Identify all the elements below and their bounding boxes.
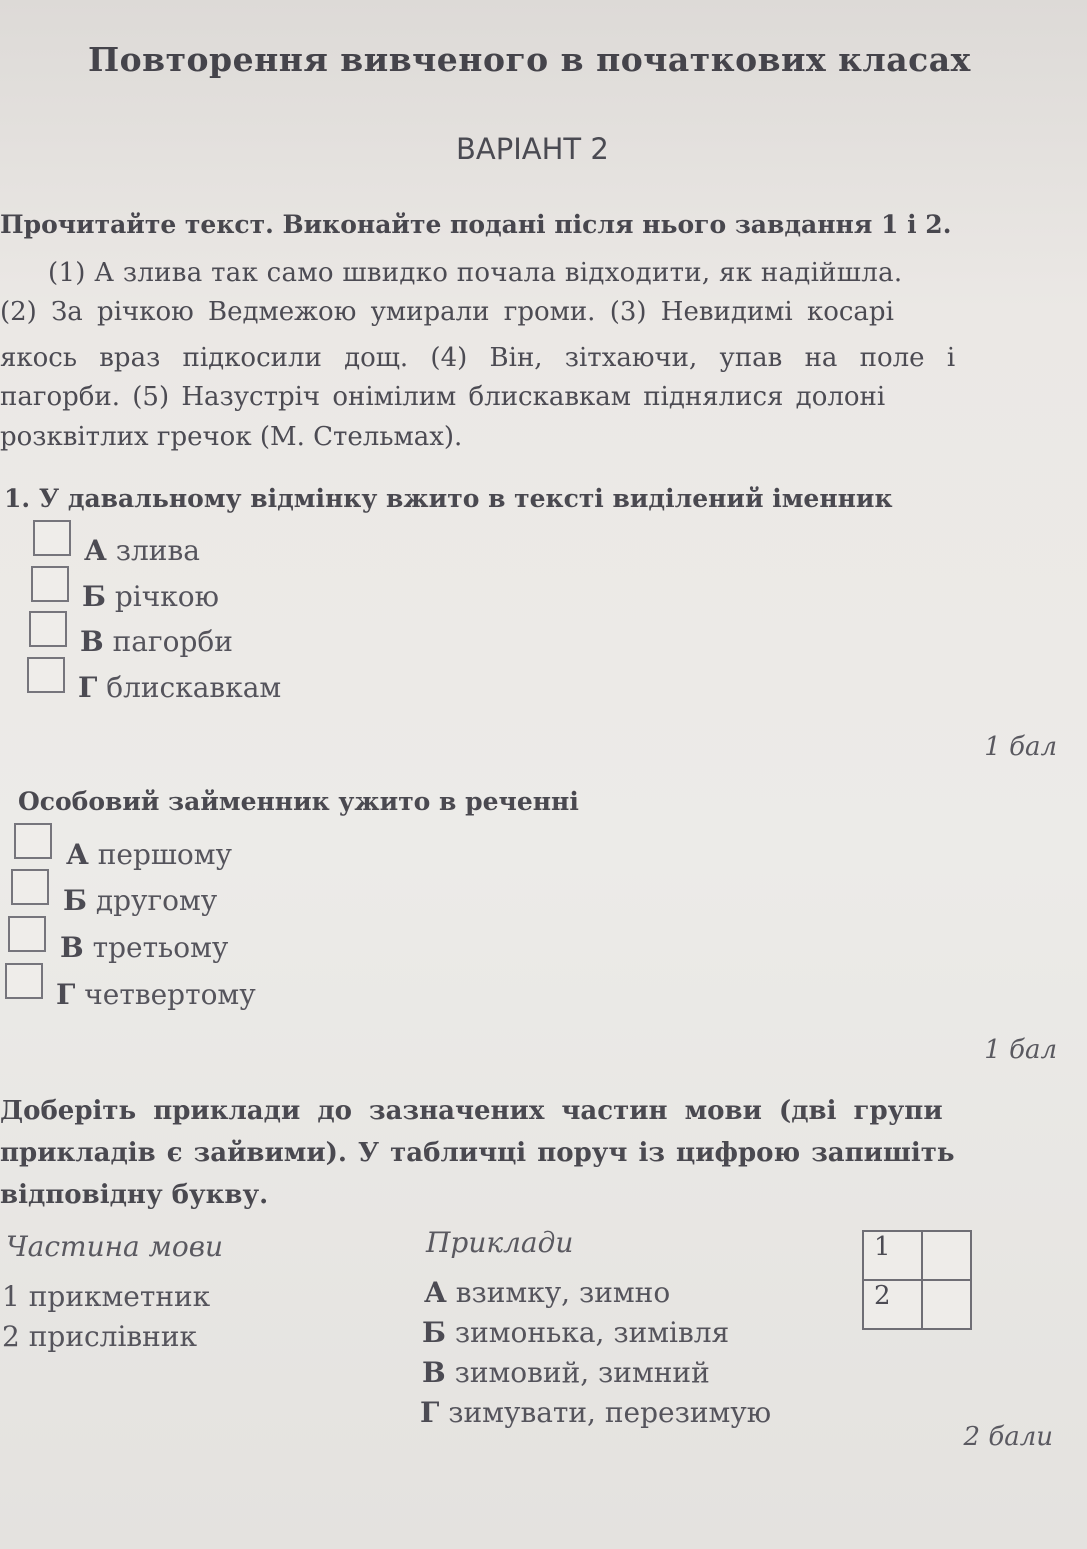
task2-option-c: В третьому <box>60 931 229 964</box>
task1-option-b-checkbox[interactable] <box>31 566 69 602</box>
task2-option-a-checkbox[interactable] <box>14 823 52 859</box>
task2-option-d: Г четвертому <box>56 978 256 1011</box>
part-item-2: 2 прислівник <box>2 1320 197 1353</box>
answer-grid <box>862 1230 972 1330</box>
task3-score: 2 бали <box>963 1422 1053 1452</box>
column-heading-examples: Приклади <box>426 1226 574 1259</box>
task3-question-line-1: Доберіть приклади до зазначених частин мови (дві групи <box>0 1096 943 1126</box>
task1-option-b: Б річкою <box>82 580 219 613</box>
example-item-d: Г зимувати, перезимую <box>420 1396 772 1429</box>
task1-option-c-checkbox[interactable] <box>29 611 67 647</box>
passage-line-2: (2) За річкою Ведмежою умирали громи. (3) Невидимі косарі <box>0 297 894 327</box>
answer-cell-1[interactable] <box>922 1231 971 1280</box>
task2-option-c-checkbox[interactable] <box>8 916 46 952</box>
example-item-a: А взимку, зимно <box>424 1276 671 1309</box>
passage-line-5: розквітлих гречок (М. Стельмах). <box>0 422 463 452</box>
task3-question-line-3: відповідну букву. <box>0 1180 269 1210</box>
answer-cell-2[interactable] <box>922 1280 971 1329</box>
task2-option-b-checkbox[interactable] <box>11 869 49 905</box>
part-item-1: 1 прикметник <box>2 1280 211 1313</box>
task2-option-d-checkbox[interactable] <box>5 963 43 999</box>
column-heading-part-of-speech: Частина мови <box>6 1230 224 1263</box>
task2-question: Особовий займенник ужито в реченні <box>18 787 579 816</box>
passage-line-4: пагорби. (5) Назустріч онімілим блискавкам піднялися долоні <box>0 382 886 412</box>
answer-grid-row <box>863 1280 971 1329</box>
example-item-b: Б зимонька, зимівля <box>422 1316 730 1349</box>
task1-option-a-checkbox[interactable] <box>33 520 71 556</box>
task1-question: 1. У давальному відмінку вжито в тексті виділений іменник <box>4 484 893 513</box>
answer-grid-number: 1 <box>863 1231 922 1280</box>
page-title: Повторення вивченого в початкових класах <box>88 40 971 79</box>
task1-number: 1. <box>4 484 31 513</box>
task1-option-a: А злива <box>84 534 200 567</box>
reading-instruction: Прочитайте текст. Виконайте подані після нього завдання 1 і 2. <box>0 210 952 239</box>
example-item-c: В зимовий, зимний <box>422 1356 710 1389</box>
answer-grid-number: 2 <box>863 1280 922 1329</box>
variant-label: ВАРІАНТ 2 <box>456 132 609 166</box>
passage-line-3: якось враз підкосили дощ. (4) Він, зітхаючи, упав на поле і <box>0 343 956 373</box>
task1-option-d-checkbox[interactable] <box>27 657 65 693</box>
task1-option-d: Г блискавкам <box>78 671 282 704</box>
task1-option-c: В пагорби <box>80 625 233 658</box>
task2-option-a: А першому <box>66 838 233 871</box>
task2-score: 1 бал <box>984 1035 1057 1065</box>
task2-option-b: Б другому <box>63 884 218 917</box>
answer-grid-row <box>863 1231 971 1280</box>
passage-line-1: (1) А злива так само швидко почала відходити, як надійшла. <box>48 258 903 288</box>
task3-question-line-2: прикладів є зайвими). У табличці поруч із цифрою запишіть <box>0 1138 955 1168</box>
task1-score: 1 бал <box>984 732 1057 762</box>
